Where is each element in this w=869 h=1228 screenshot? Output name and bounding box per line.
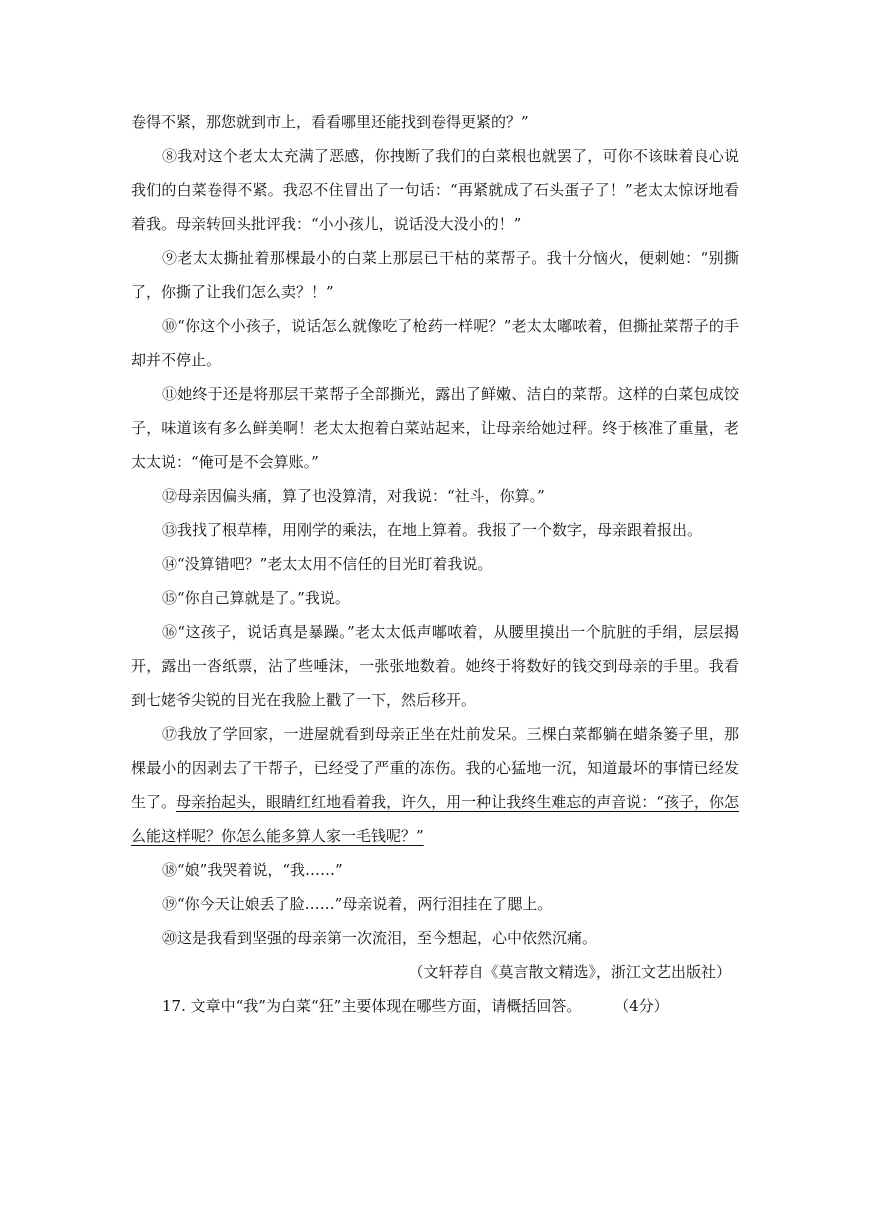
paragraph-14: ⑭“没算错吧？”老太太用不信任的目光盯着我说。 xyxy=(162,555,493,573)
question-score: （4分） xyxy=(614,997,669,1015)
paragraph-8: ⑧我对这个老太太充满了恶感，你拽断了我们的白菜根也就罢了，可你不该昧着良心说我们的白菜卷得不紧。我忍不住冒出了一句话：“再紧就成了石头蛋子了！”老太太惊讶地看着我。母亲转回头批评我：“小小孩儿，说话没大没小的！” xyxy=(131,147,739,233)
paragraph-10: ⑩“你这个小孩子，说话怎么就像吃了枪药一样呢？”老太太嘟哝着，但撕扯菜帮子的手却并不停止。 xyxy=(131,317,739,369)
underlined-sentence: 母亲抬起头，眼睛红红地看着我，许久，用一种让我终生难忘的声音说：“孩子，你怎么能这样呢？你怎么能多算人家一毛钱呢？” xyxy=(131,793,739,845)
paragraph-9: ⑨老太太撕扯着那棵最小的白菜上那层已干枯的菜帮子。我十分恼火，便刺她：“别撕了，你撕了让我们怎么卖？！” xyxy=(131,249,739,301)
paragraph-20: ⑳这是我看到坚强的母亲第一次流泪，至今想起，心中依然沉痛。 xyxy=(162,929,598,947)
paragraph-13: ⑬我找了根草棒，用刚学的乘法，在地上算着。我报了一个数字，母亲跟着报出。 xyxy=(162,521,703,539)
paragraph-17-text: ⑰我放了学回家，一进屋就看到母亲正坐在灶前发呆。三棵白菜都躺在蜡条篓子里，那棵最小的因剥去了干帮子，已经受了严重的冻伤。我的心猛地一沉，知道最坏的事情已经发生了。 xyxy=(131,725,739,811)
paragraph-16: ⑯“这孩子，说话真是暴躁。”老太太低声嘟哝着，从腰里摸出一个肮脏的手绢，层层揭开，露出一沓纸票，沾了些唾沫，一张张地数着。她终于将数好的钱交到母亲的手里。我看到七姥爷尖锐的目光在我脸上戳了一下，然后移开。 xyxy=(131,623,739,709)
question-17 xyxy=(162,989,669,1023)
question-text: 文章中“我”为白菜“狂”主要体现在哪些方面，请概括回答。 xyxy=(190,997,582,1015)
paragraph-12: ⑫母亲因偏头痛，算了也没算清，对我说：“社斗，你算。” xyxy=(162,487,545,505)
paragraph-19: ⑲“你今天让娘丢了脸……”母亲说着，两行泪挂在了腮上。 xyxy=(162,895,553,913)
paragraph-15: ⑮“你自己算就是了。”我说。 xyxy=(162,589,350,607)
question-number: 17. xyxy=(162,997,186,1015)
paragraph-17 xyxy=(131,717,739,853)
paragraph-continuation: 卷得不紧，那您就到市上，看看哪里还能找到卷得更紧的？” xyxy=(131,113,529,131)
paragraph-18: ⑱“娘”我哭着说，“我……” xyxy=(162,861,343,879)
source-citation: （文轩荐自《莫言散文精选》，浙江文艺出版社） xyxy=(408,963,731,981)
paragraph-11: ⑪她终于还是将那层干菜帮子全部撕光，露出了鲜嫩、洁白的菜帮。这样的白菜包成饺子，味道该有多么鲜美啊！老太太抱着白菜站起来，让母亲给她过秤。终于核准了重量，老太太说：“俺可是不会算账。” xyxy=(131,385,739,471)
